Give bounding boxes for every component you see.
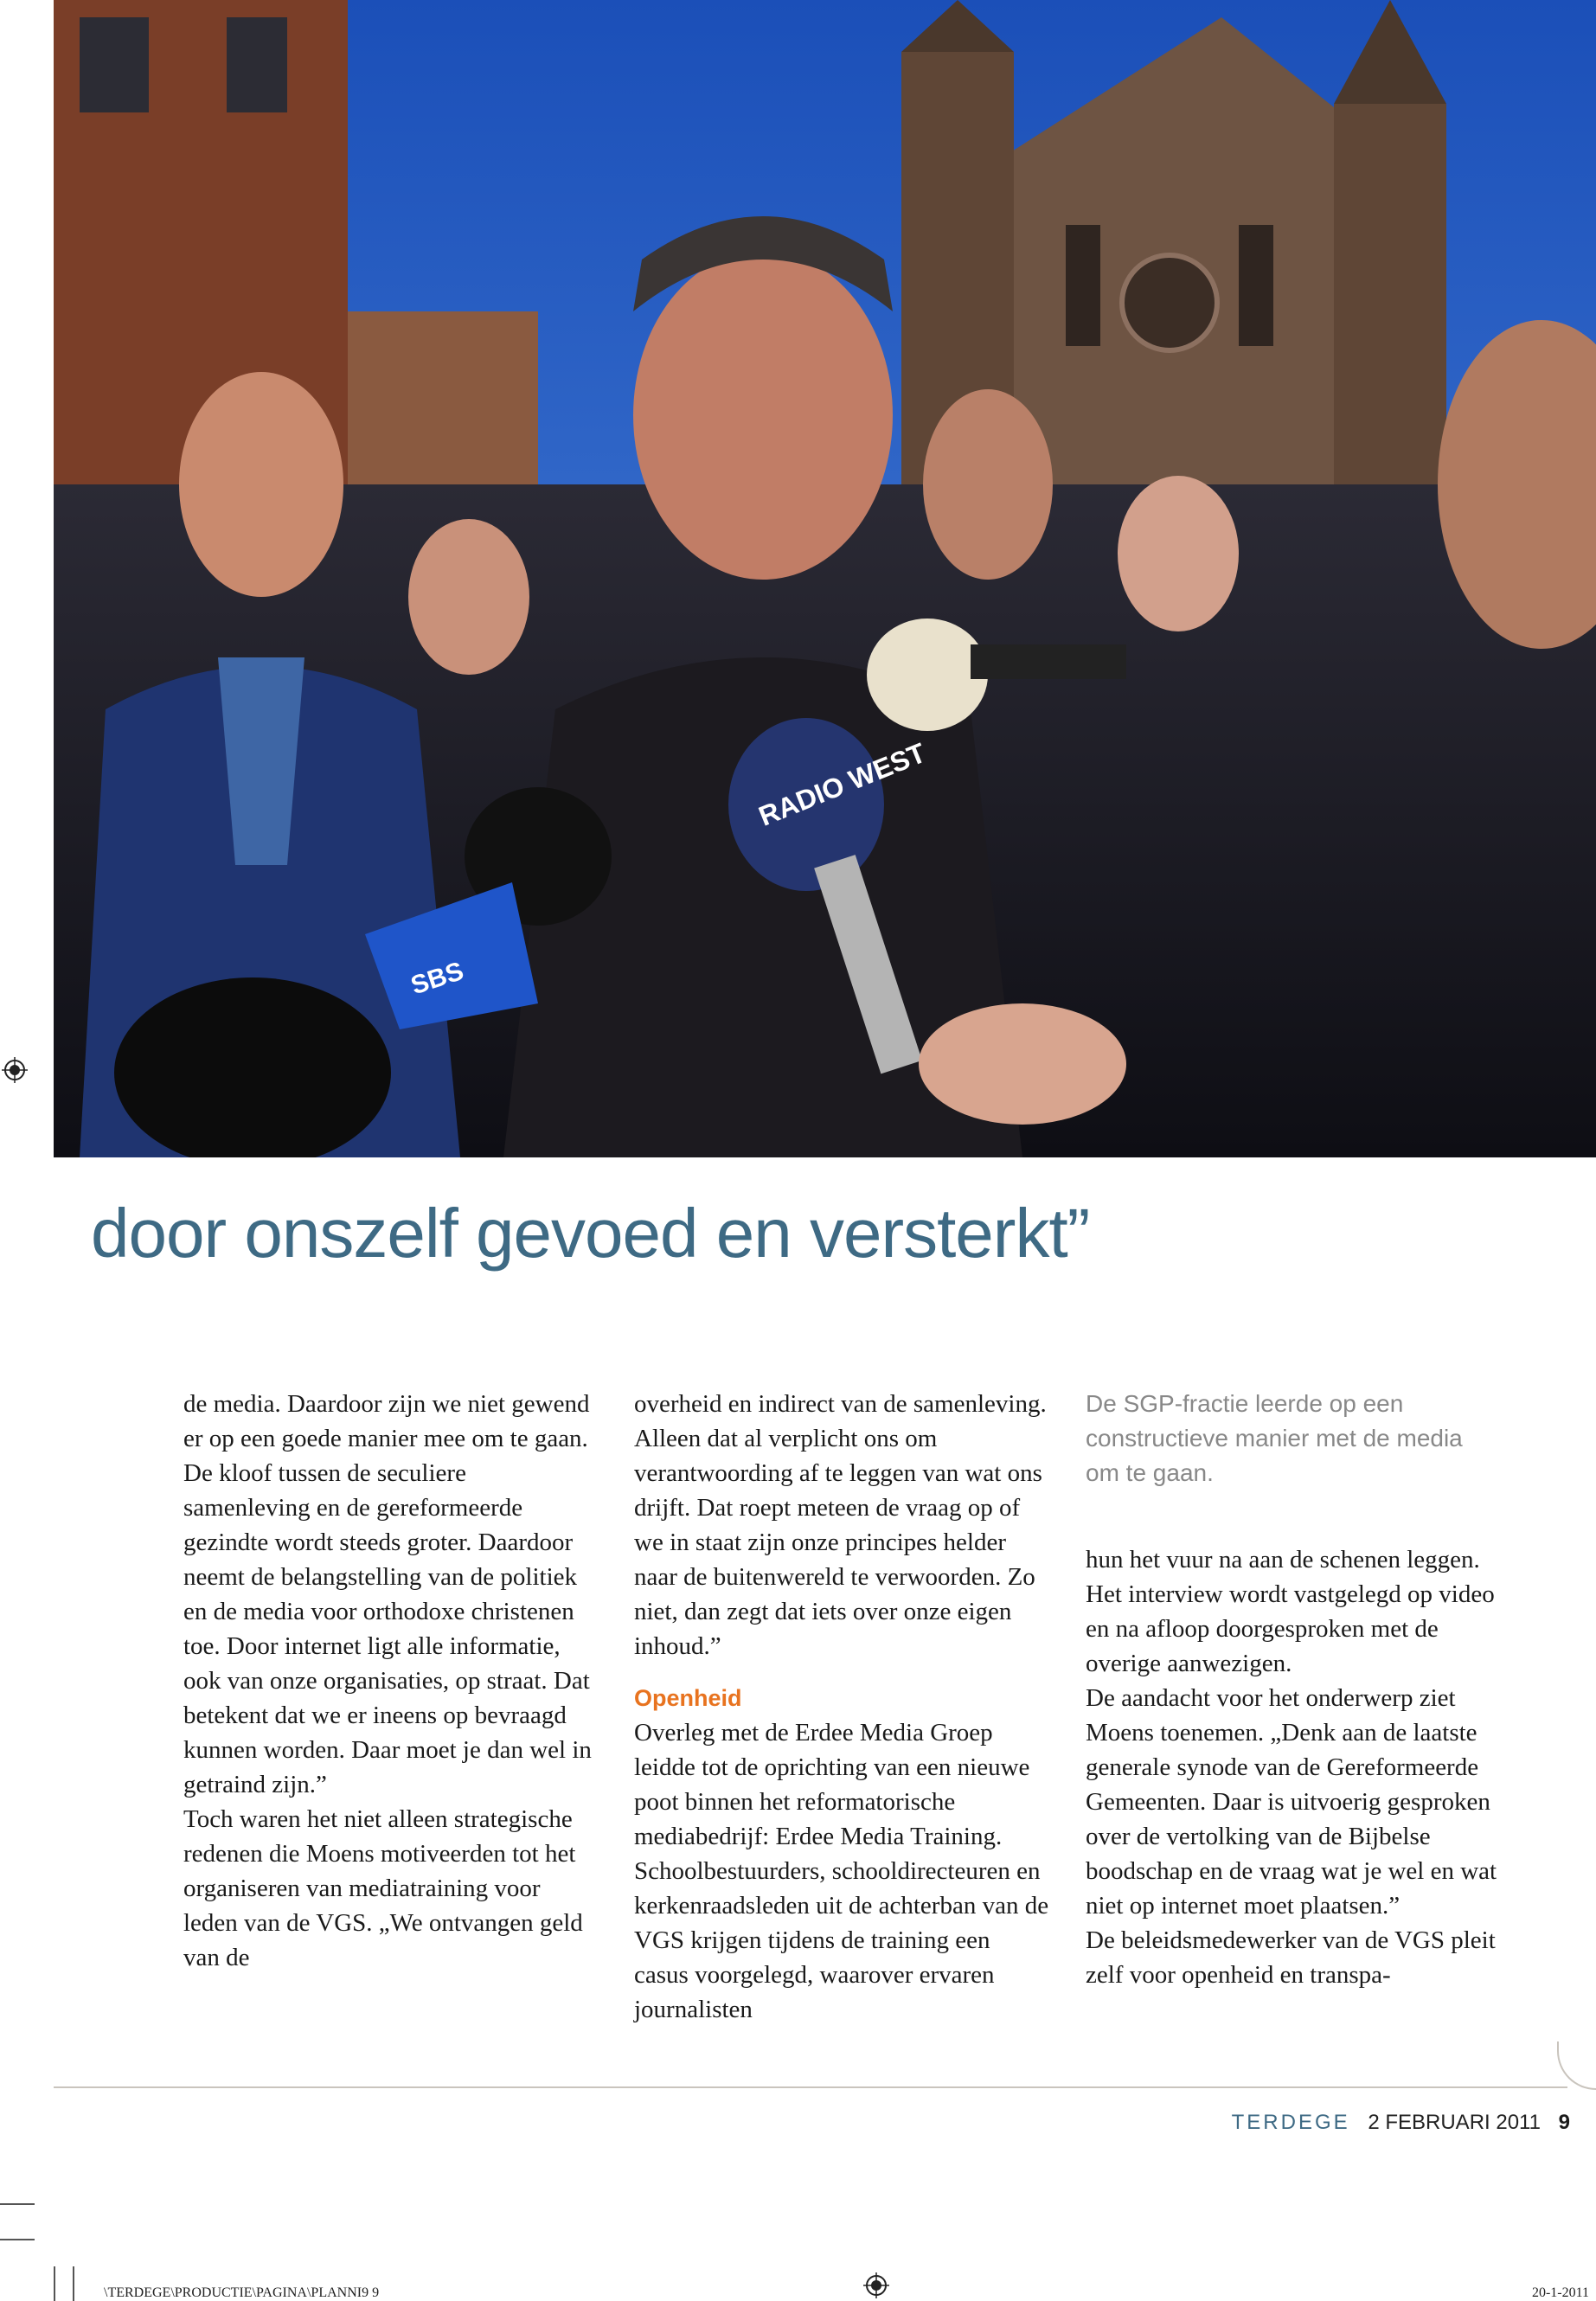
- mic-label-sbs: SBS: [407, 956, 467, 1001]
- headline: door onszelf gevoed en versterkt”: [91, 1195, 1090, 1272]
- text-column-2: [634, 1387, 1049, 2027]
- paragraph: Overleg met de Erdee Media Groep leidde tot de oprichting van een nieuwe poot binnen het reformatorische mediabedrijf: Erdee Media Training. Schoolbestuurders, schooldirecteuren en kerkenraadsleden uit de achterban van de VGS krijgen tijdens de training een casus voorgelegd, waarover ervaren journalisten: [634, 1719, 1049, 2023]
- paragraph: De beleidsmedewerker van de VGS pleit zelf voor openheid en transpa-: [1086, 1926, 1496, 1989]
- slug-date: 20-1-2011: [1531, 2285, 1589, 2300]
- issue-date: 2 FEBRUARI 2011: [1368, 2111, 1541, 2134]
- footer-rule-curve: [1557, 2041, 1596, 2090]
- politician-face: [633, 251, 893, 580]
- registration-mark-icon: [863, 2272, 889, 2298]
- mic-label-radio-west: RADIO WEST: [754, 736, 931, 832]
- crop-mark: [0, 2203, 35, 2205]
- section-subhead: Openheid: [634, 1685, 742, 1711]
- footer-rule: [54, 2086, 1567, 2088]
- pull-quote: De SGP-fractie leerde op een constructieve manier met de media om te gaan.: [1086, 1390, 1463, 1486]
- page-number: 9: [1558, 2111, 1570, 2134]
- crop-mark: [73, 2266, 74, 2301]
- news-photo: [54, 0, 1596, 1157]
- paragraph: Toch waren het niet alleen strategische redenen die Moens motiveerden tot het organiseren van mediatraining voor leden van de VGS. „We ontvangen geld van de: [183, 1805, 583, 1971]
- paragraph: hun het vuur na aan de schenen leggen. Het interview wordt vastgelegd op video en na afloop doorgesproken met de overige aanwezigen.: [1086, 1546, 1495, 1677]
- magazine-name: TERDEGE: [1231, 2111, 1350, 2134]
- paragraph: De aandacht voor het onderwerp ziet Moens toenemen. „Denk aan de laatste generale synode van de Gereformeerde Gemeenten. Daar is uitvoerig gesproken over de vertolking van de Bijbelse boodschap en de vraag wat je wel en wat niet op internet moet plaatsen.”: [1086, 1684, 1497, 1920]
- text-column-3: [1086, 1387, 1501, 1992]
- registration-mark-icon: [2, 1057, 28, 1083]
- page-footer: [1232, 2111, 1570, 2135]
- paragraph: overheid en indirect van de samenleving. Alleen dat al verplicht ons om verantwoording af te leggen van wat ons drijft. Dat roept meteen de vraag op of we in staat zijn onze principes helder naar de buitenwereld te verwoorden. Zo niet, dan zegt dat iets over onze eigen inhoud.”: [634, 1390, 1047, 1660]
- paragraph: de media. Daardoor zijn we niet gewend er op een goede manier mee om te gaan. De kloof tussen de seculiere samenleving en de gereformeerde gezindte wordt steeds groter. Daardoor neemt de belangstelling van de politiek en de media voor orthodoxe christenen toe. Door internet ligt alle informatie, ook van onze organisaties, op straat. Dat betekent dat we er ineens op bevraagd kunnen worden. Daar moet je dan wel in getraind zijn.”: [183, 1390, 592, 1798]
- text-column-1: [183, 1387, 599, 1975]
- crop-mark: [54, 2266, 55, 2301]
- press-scrum-photo-illustration: [54, 0, 1596, 1157]
- crop-mark: [0, 2239, 35, 2240]
- slug-path: \TERDEGE\PRODUCTIE\PAGINA\PLANNI9 9: [104, 2285, 380, 2300]
